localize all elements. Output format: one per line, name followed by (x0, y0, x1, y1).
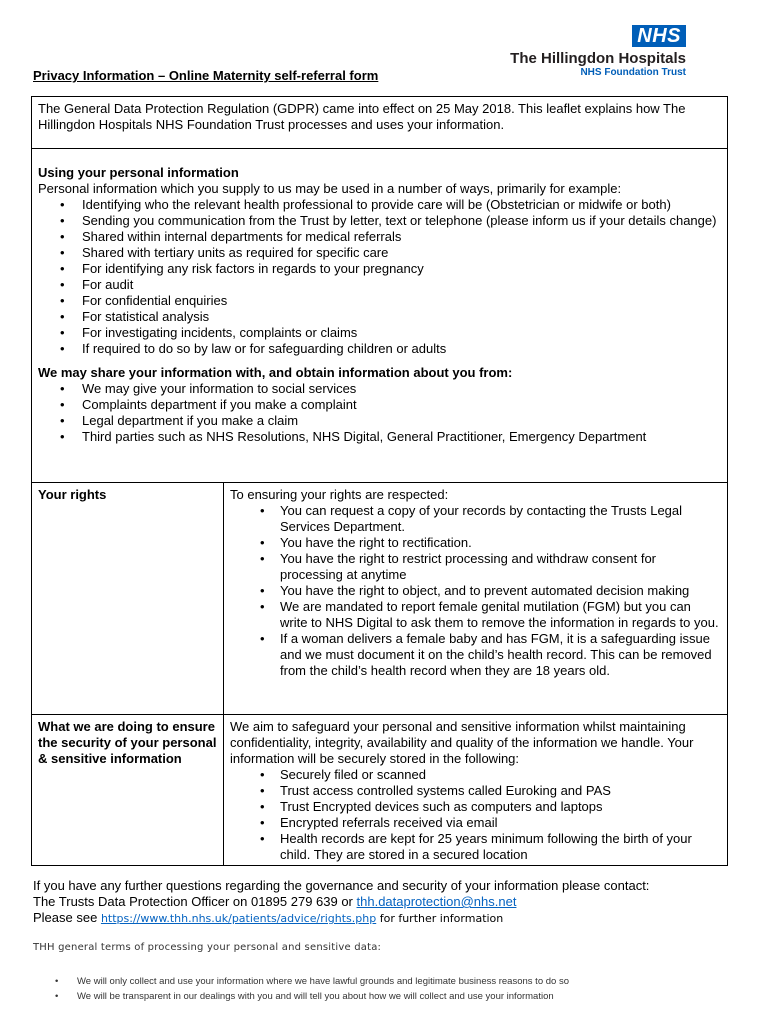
list-item: • You have the right to restrict processing and withdraw consent for processing at anytime (280, 551, 721, 583)
terms-heading: THH general terms of processing your personal and sensitive data: (33, 942, 382, 953)
rights-label: Your rights (32, 483, 224, 714)
list-item: • For audit (82, 277, 721, 293)
list-item: • You can request a copy of your records by contacting the Trusts Legal Services Department. (280, 503, 721, 535)
rights-list (230, 503, 721, 679)
intro-text: The General Data Protection Regulation (GDPR) came into effect on 25 May 2018. This leaflet explains how The Hillingdon Hospitals NHS Foundation Trust processes and uses your information. (38, 101, 686, 132)
intro-section (32, 97, 727, 149)
rights-url-link[interactable]: https://www.thh.nhs.uk/patients/advice/rights.php (100, 912, 377, 925)
list-item: • Legal department if you make a claim (82, 413, 721, 429)
further-info-text: for further information (376, 912, 504, 925)
dpo-email-link[interactable]: thh.dataprotection@nhs.net (356, 894, 517, 909)
terms-list (33, 974, 733, 1004)
list-item: • For investigating incidents, complaints or claims (82, 325, 721, 341)
footer-line-1: If you have any further questions regarding the governance and security of your information please contact: (33, 878, 650, 893)
list-item: • If a woman delivers a female baby and has FGM, it is a safeguarding issue and we must document it on the child’s health record. This can be removed from the child’s health record when they are 18 years old. (280, 631, 721, 679)
list-item: • You have the right to object, and to prevent automated decision making (280, 583, 721, 599)
uses-heading: Using your personal information (38, 165, 239, 180)
list-item: • Health records are kept for 25 years minimum following the birth of your child. They are stored in a secured location (280, 831, 721, 863)
terms-section (33, 974, 733, 1004)
list-item: • For statistical analysis (82, 309, 721, 325)
list-item: • Complaints department if you make a complaint (82, 397, 721, 413)
security-row (32, 715, 727, 865)
list-item: • You have the right to rectification. (280, 535, 721, 551)
uses-list (38, 197, 721, 357)
list-item: • Shared within internal departments for medical referrals (82, 229, 721, 245)
security-lead: We aim to safeguard your personal and sensitive information whilst maintaining confidentiality, integrity, availability and quality of the information we handle. Your information will be securely stored in the following: (230, 719, 694, 766)
list-item: • Identifying who the relevant health professional to provide care will be (Obstetrician or midwife or both) (82, 197, 721, 213)
footer-line-3 (33, 910, 733, 927)
list-item: • We will be transparent in our dealings with you and will tell you about how we will collect and use your information (77, 989, 733, 1004)
nhs-logo (486, 25, 686, 78)
footer-line-2 (33, 894, 733, 910)
list-item: • We are mandated to report female genital mutilation (FGM) but you can write to NHS Digital to ask them to remove the information in regards to you. (280, 599, 721, 631)
share-list (38, 381, 721, 445)
rights-content (224, 483, 727, 714)
org-trust: NHS Foundation Trust (580, 67, 686, 78)
see-text: Please see (33, 910, 101, 925)
list-item: • Encrypted referrals received via email (280, 815, 721, 831)
list-item: • Third parties such as NHS Resolutions, NHS Digital, General Practitioner, Emergency Department (82, 429, 721, 445)
form-title: Privacy Information – Online Maternity self-referral form (33, 68, 379, 83)
list-item: • For confidential enquiries (82, 293, 721, 309)
privacy-table (31, 96, 728, 866)
uses-lead: Personal information which you supply to us may be used in a number of ways, primarily for example: (38, 181, 622, 196)
list-item: • Trust access controlled systems called Euroking and PAS (280, 783, 721, 799)
org-name: The Hillingdon Hospitals (510, 50, 686, 67)
uses-section (32, 149, 727, 483)
security-label: What we are doing to ensure the security of your personal & sensitive information (32, 715, 224, 865)
list-item: • Sending you communication from the Trust by letter, text or telephone (please inform us if your details change) (82, 213, 721, 229)
list-item: • If required to do so by law or for safeguarding children or adults (82, 341, 721, 357)
security-content (224, 715, 727, 865)
rights-lead: To ensuring your rights are respected: (230, 487, 449, 502)
list-item: • We may give your information to social services (82, 381, 721, 397)
security-list (230, 767, 721, 863)
list-item: • Shared with tertiary units as required for specific care (82, 245, 721, 261)
list-item: • Trust Encrypted devices such as computers and laptops (280, 799, 721, 815)
rights-row (32, 483, 727, 715)
nhs-badge: NHS (632, 25, 686, 47)
share-heading: We may share your information with, and obtain information about you from: (38, 365, 513, 380)
list-item: • Securely filed or scanned (280, 767, 721, 783)
dpo-text: The Trusts Data Protection Officer on 01895 279 639 or (33, 894, 357, 909)
contact-footer (33, 878, 733, 927)
list-item: • We will only collect and use your information where we have lawful grounds and legitimate business reasons to do so (77, 974, 733, 989)
list-item: • For identifying any risk factors in regards to your pregnancy (82, 261, 721, 277)
